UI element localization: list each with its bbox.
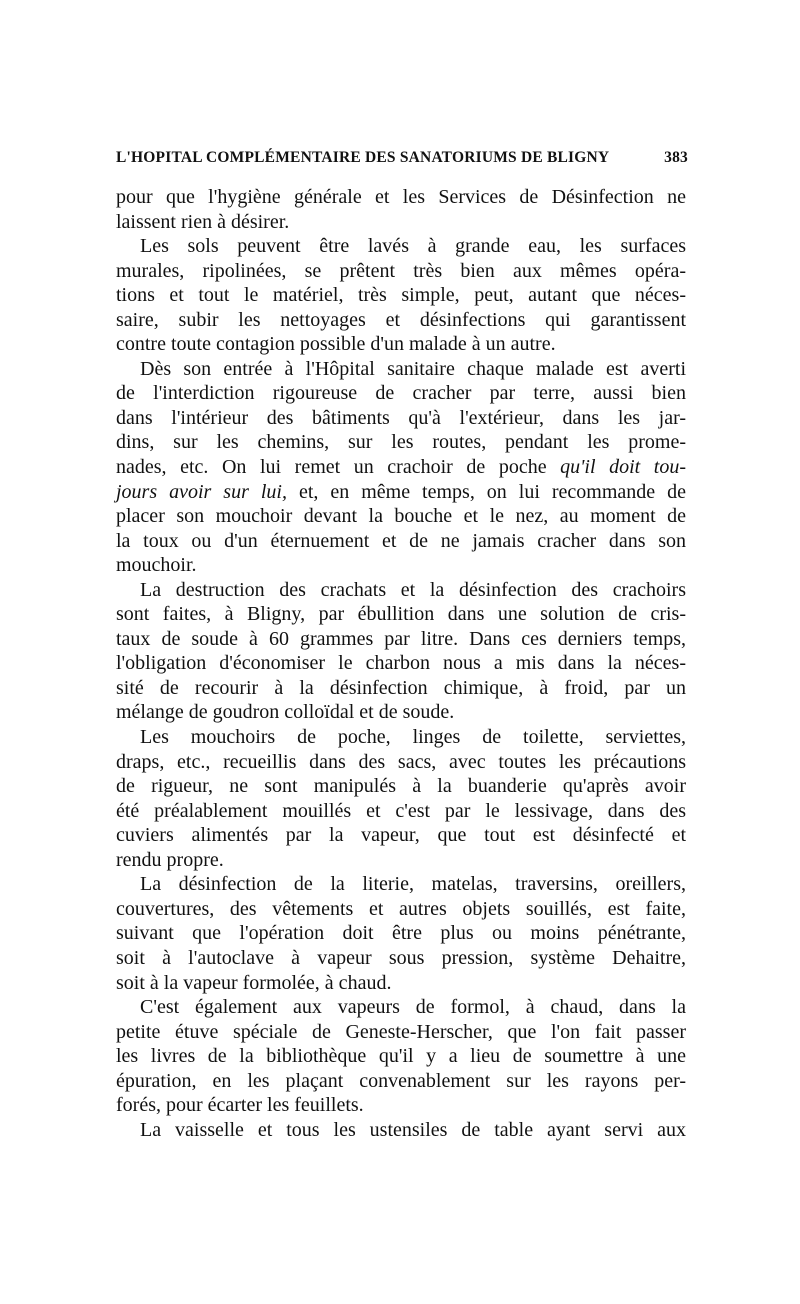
text-line — [116, 455, 686, 480]
text-line — [116, 823, 686, 848]
text-line — [116, 799, 686, 824]
text-line-content: suivant que l'opération doit être plus ou moins pénétrante, — [116, 922, 686, 945]
text-line-content: murales, ripolinées, se prêtent très bien aux mêmes opéra- — [116, 259, 686, 282]
text-line-italic: qu'il doit tou- — [560, 456, 686, 479]
text-line — [116, 480, 686, 505]
text-line — [116, 921, 686, 946]
text-line-content: cuviers alimentés par la vapeur, que tout est désinfecté et — [116, 824, 686, 847]
text-line — [116, 897, 686, 922]
text-line — [116, 381, 686, 406]
text-line-content: couvertures, des vêtements et autres objets souillés, est faite, — [116, 897, 686, 920]
running-title: L'HOPITAL COMPLÉMENTAIRE DES SANATORIUMS DE BLIGNY — [116, 149, 610, 166]
text-line — [116, 234, 686, 259]
text-line — [116, 602, 686, 627]
text-line — [116, 578, 686, 603]
text-line — [116, 283, 686, 308]
text-line-content: dans l'intérieur des bâtiments qu'à l'extérieur, dans les jar- — [116, 406, 686, 429]
text-line — [116, 529, 686, 554]
text-line-content: dins, sur les chemins, sur les routes, pendant les prome- — [116, 431, 686, 454]
text-line — [116, 308, 686, 333]
text-line-content: Dès son entrée à l'Hôpital sanitaire chaque malade est averti — [140, 357, 686, 380]
text-line — [116, 553, 686, 578]
text-line — [116, 1044, 686, 1069]
text-line-content: petite étuve spéciale de Geneste-Herscher, que l'on fait passer — [116, 1020, 686, 1043]
text-line-italic: jours avoir sur lui, — [116, 480, 287, 503]
text-line-content: La destruction des crachats et la désinfection des crachoirs — [140, 578, 686, 601]
text-line-content: soit à la vapeur formolée, à chaud. — [116, 971, 392, 994]
text-line — [116, 504, 686, 529]
text-line — [116, 185, 686, 210]
text-line-content: et, en même temps, on lui recommande de — [298, 480, 686, 503]
text-line — [116, 848, 686, 873]
text-line — [116, 971, 686, 996]
text-line — [116, 995, 686, 1020]
text-line-content: saire, subir les nettoyages et désinfections qui garantissent — [116, 308, 686, 331]
text-line — [116, 725, 686, 750]
text-line — [116, 946, 686, 971]
text-line-content: La vaisselle et tous les ustensiles de table ayant servi aux — [140, 1118, 686, 1141]
text-line-content: C'est également aux vapeurs de formol, à chaud, dans la — [140, 996, 686, 1019]
body-text — [116, 185, 686, 1142]
running-header — [116, 149, 688, 167]
text-line-content: mélange de goudron colloïdal et de soude. — [116, 701, 455, 724]
text-line — [116, 750, 686, 775]
text-line-content: de l'interdiction rigoureuse de cracher par terre, aussi bien — [116, 382, 686, 405]
text-line — [116, 430, 686, 455]
text-line-content: sont faites, à Bligny, par ébullition dans une solution de cris- — [116, 603, 686, 626]
text-line-content: rendu propre. — [116, 848, 224, 871]
text-line-content: de rigueur, ne sont manipulés à la buanderie qu'après avoir — [116, 775, 686, 798]
text-line — [116, 1069, 686, 1094]
text-line-content: forés, pour écarter les feuillets. — [116, 1094, 364, 1117]
text-line-content: pour que l'hygiène générale et les Services de Désinfection ne — [116, 186, 686, 208]
text-line — [116, 1020, 686, 1045]
text-line-content: tions et tout le matériel, très simple, peut, autant que néces- — [116, 284, 686, 307]
text-line — [116, 627, 686, 652]
text-line-content: sité de recourir à la désinfection chimique, à froid, par un — [116, 676, 686, 699]
text-line — [116, 210, 686, 235]
text-line-content: l'obligation d'économiser le charbon nous a mis dans la néces- — [116, 652, 686, 675]
text-line-content: laissent rien à désirer. — [116, 210, 290, 233]
text-line — [116, 676, 686, 701]
text-line-content: La désinfection de la literie, matelas, traversins, oreillers, — [140, 873, 686, 896]
text-line-content: les livres de la bibliothèque qu'il y a lieu de soumettre à une — [116, 1045, 686, 1068]
text-line-content: nades, etc. On lui remet un crachoir de poche — [116, 456, 547, 479]
text-line — [116, 1093, 686, 1118]
text-line — [116, 332, 686, 357]
text-line-content: contre toute contagion possible d'un malade à un autre. — [116, 333, 556, 356]
text-line — [116, 872, 686, 897]
page-number: 383 — [664, 149, 688, 166]
text-line — [116, 700, 686, 725]
text-line — [116, 357, 686, 382]
text-line-content: taux de soude à 60 grammes par litre. Dans ces derniers temps, — [116, 627, 686, 650]
text-line-content: été préalablement mouillés et c'est par le lessivage, dans des — [116, 799, 686, 822]
text-line — [116, 406, 686, 431]
text-line-content: draps, etc., recueillis dans des sacs, avec toutes les précautions — [116, 750, 686, 773]
text-line-content: mouchoir. — [116, 554, 197, 577]
text-line-content: épuration, en les plaçant convenablement sur les rayons per- — [116, 1069, 686, 1092]
text-line-content: soit à l'autoclave à vapeur sous pression, système Dehaitre, — [116, 946, 686, 969]
text-line-content: Les mouchoirs de poche, linges de toilette, serviettes, — [140, 726, 686, 749]
text-line — [116, 1118, 686, 1143]
text-line-content: la toux ou d'un éternuement et de ne jamais cracher dans son — [116, 529, 686, 552]
text-line-content: Les sols peuvent être lavés à grande eau, les surfaces — [140, 235, 686, 258]
text-line — [116, 774, 686, 799]
text-line — [116, 259, 686, 284]
text-line-content: placer son mouchoir devant la bouche et le nez, au moment de — [116, 505, 686, 528]
text-line — [116, 651, 686, 676]
